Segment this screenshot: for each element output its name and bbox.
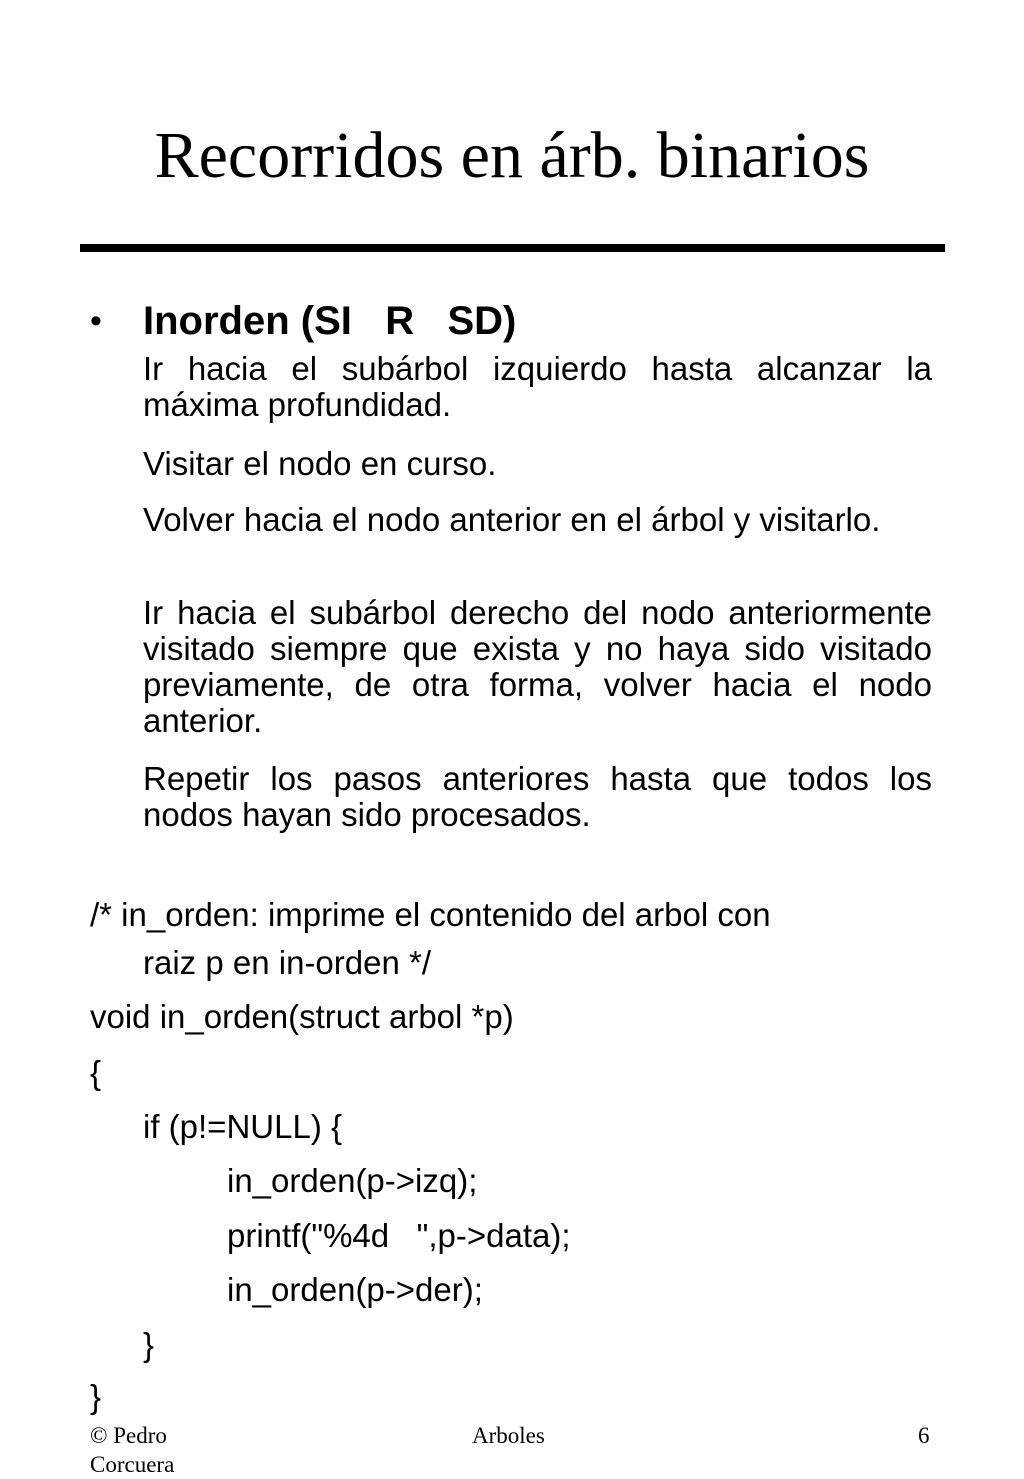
footer-author-line1: © Pedro [90,1423,167,1448]
code-line-3: void in_orden(struct arbol *p) [90,998,514,1035]
footer-author-line2: Corcuera [90,1452,175,1477]
code-line-8: in_orden(p->der); [227,1271,483,1308]
code-line-6: in_orden(p->izq); [227,1162,478,1199]
code-line-7: printf("%4d ",p->data); [227,1217,571,1254]
step-5: Repetir los pasos anteriores hasta que todos los nodos hayan sido procesados. [143,760,932,833]
step-1: Ir hacia el subárbol izquierdo hasta alcanzar la máxima profundidad. [143,350,932,423]
code-line-5: if (p!=NULL) { [143,1108,342,1145]
step-3: Volver hacia el nodo anterior en el árbol y visitarlo. [143,501,881,538]
title-divider [80,244,945,252]
slide-title: Recorridos en árb. binarios [154,119,870,192]
code-line-9: } [143,1326,155,1363]
step-4: Ir hacia el subárbol derecho del nodo anteriormente visitado siempre que exista y no haya sido visitado previamente, de otra forma, volver hacia el nodo anterior. [143,594,932,739]
code-line-2: raiz p en in-orden */ [143,944,431,981]
code-line-4: { [90,1054,102,1091]
bullet-icon: • [90,302,102,340]
footer-title: Arboles [472,1423,545,1448]
code-line-10: } [90,1378,102,1415]
bullet-heading: Inorden (SI R SD) [143,299,517,343]
page-number: 6 [918,1423,930,1448]
step-2: Visitar el nodo en curso. [143,445,497,482]
code-line-1: /* in_orden: imprime el contenido del arbol con [90,896,771,933]
